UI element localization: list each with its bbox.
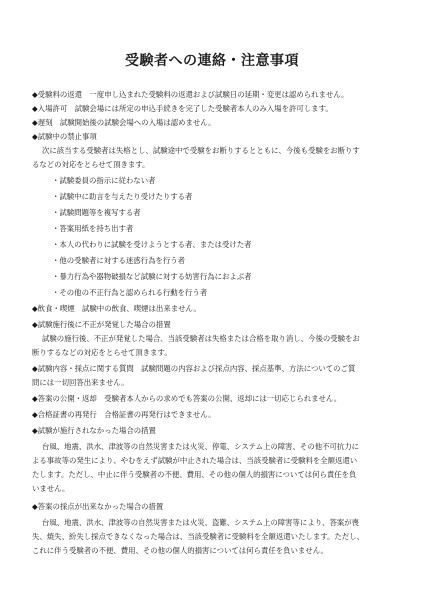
text-line: ◆受験料の返還 一度申し込まれた受験料の返還および試験日の延期・変更は認められません。 bbox=[32, 90, 349, 99]
text-line: 台風、地震、洪水、津波等の自然災害または火災、盗難、システム上の障害等により、答案が喪 bbox=[42, 518, 360, 527]
text-line: ◆遅刻 試験開始後の試験会場への入場は認めません。 bbox=[32, 118, 216, 127]
text-line: これに伴う受験者の不便、費用、その他の個人的損害については何ら責任を負いません。 bbox=[32, 546, 328, 555]
text-line: 断りするなどの対応をとらせて頂きます。 bbox=[32, 348, 172, 357]
text-line: ◆飲食・喫煙 試験中の飲食、喫煙は出来ません。 bbox=[32, 304, 201, 313]
text-line: 失、焼失、紛失し採点できなくなった場合は、当該受験者に受験料を全額返還いたします。ただし、 bbox=[32, 532, 364, 541]
text-line: 試験の施行後、不正が発覚した場合、当該受験者は失格または合格を取り消し、今後の受験をお bbox=[42, 334, 360, 343]
list-item: ・答案用紙を持ち出す者 bbox=[52, 224, 134, 233]
list-item: ・他の受験者に対する迷惑行為を行う者 bbox=[52, 256, 186, 265]
text-line: ◆答案の公開・返却 受験者本人からの求めでも答案の公開、返却には一切応じられません。 bbox=[32, 394, 342, 403]
page-title: 受験者への連絡・注意事項 bbox=[125, 53, 299, 69]
list-item: ・試験問題等を複写する者 bbox=[52, 208, 141, 217]
text-line: ◆試験が施行されなかった場合の措置 bbox=[32, 426, 156, 435]
text-line: ◆試験中の禁止事項 bbox=[32, 132, 97, 141]
text-line: よる事故等の発生により、やむをえず試験が中止された場合は、当該受験者に受験料を全額返還い bbox=[32, 456, 358, 465]
text-line: いません。 bbox=[32, 484, 70, 493]
list-item: ・試験委員の指示に従わない者 bbox=[52, 176, 156, 185]
text-line: たします。ただし、中止に伴う受験者の不便、費用、その他の個人的損害については何ら責任を負 bbox=[32, 470, 357, 479]
text-line: ◆入場許可 試験会場には所定の申込手続きを完了した受験者本人のみ入場を許可します。 bbox=[32, 104, 333, 113]
text-line: ◆試験施行後に不正が発覚した場合の措置 bbox=[32, 320, 171, 329]
text-line: ◆合格証書の再発行 合格証書の再発行はできません。 bbox=[32, 410, 216, 419]
text-line: 台風、地震、洪水、津波等の自然災害または火災、停電、システム上の障害、その他不可抗力に bbox=[42, 442, 360, 451]
list-item: ・試験中に助言を与えたり受けたりする者 bbox=[52, 192, 193, 201]
text-line: るなどの対応をとらせて頂きます。 bbox=[32, 160, 150, 169]
text-line: 次に該当する受験者は失格とし、試験途中で受験をお断りするとともに、今後も受験をお断りす bbox=[42, 146, 360, 155]
list-item: ・その他の不正行為と認められる行動を行う者 bbox=[52, 288, 208, 297]
text-line: 問には一切回答出来ません。 bbox=[32, 378, 129, 387]
text-line: ◆答案の採点が出来なかった場合の措置 bbox=[32, 502, 164, 511]
text-line: ◆試験内容・採点に関する質問 試験問題の内容および採点内容、採点基準、方法についてのご質 bbox=[32, 364, 356, 373]
list-item: ・暴力行為や器物破損など試験に対する妨害行為におよぶ者 bbox=[52, 272, 252, 281]
list-item: ・本人の代わりに試験を受けようとする者、または受けた者 bbox=[52, 240, 252, 249]
